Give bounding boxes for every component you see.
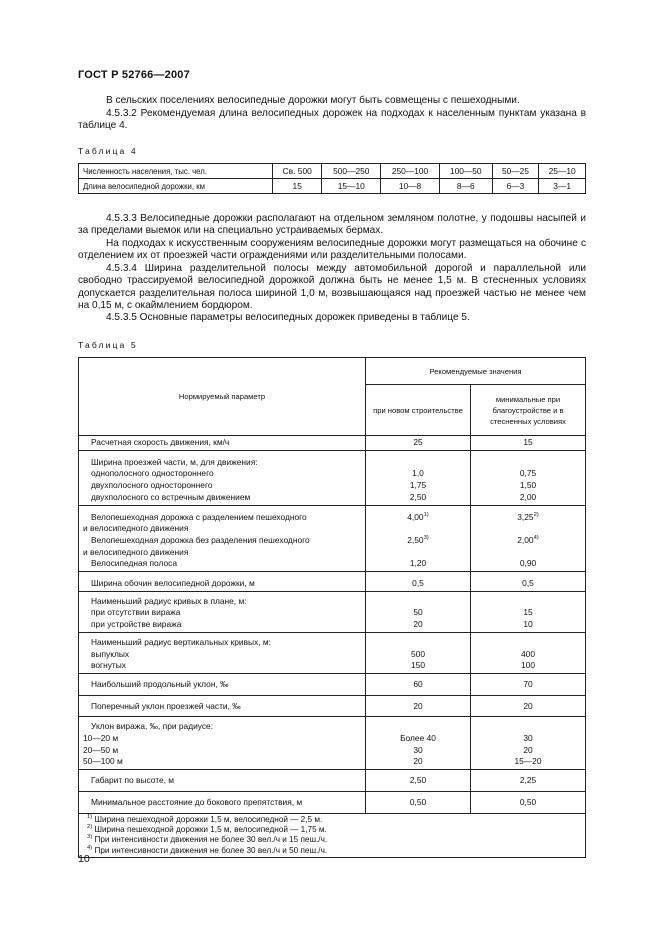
table-cell: 10—8 <box>381 179 440 194</box>
param-cell <box>79 591 366 632</box>
param-cell <box>79 717 366 770</box>
value: 2,50 <box>409 491 427 502</box>
value: 30 <box>413 744 423 755</box>
value-cell: 60 <box>366 673 471 695</box>
value: 20 <box>413 756 423 767</box>
value-cell: 0,50 <box>366 791 471 813</box>
row-item: 10—20 м <box>83 733 119 744</box>
value: 20 <box>523 744 533 755</box>
paragraph-approaches: На подходах к искусственным сооружениям велосипедные дорожки могут размещаться на обочине с отделением их от проезжей части ограждениями или разделительными полосами. <box>78 238 586 262</box>
value: 1,75 <box>409 480 427 491</box>
row-item: выпуклых <box>91 648 130 659</box>
page-number: 10 <box>78 853 90 865</box>
table-cell: 25—10 <box>539 164 586 179</box>
table-cell: 250—100 <box>381 164 440 179</box>
footnote: $^{4)}$ При интенсивности движения не более 30 вел./ч и 50 пеш./ч. <box>87 844 328 855</box>
value-cell: 25 <box>366 436 471 451</box>
param-cell <box>79 505 366 572</box>
value-cell: 0,5 <box>366 572 471 592</box>
param-cell: Расчетная скорость движения, км/ч <box>79 436 366 451</box>
table-row <box>79 770 586 792</box>
header-recommended: Рекомендуемые значения <box>366 358 586 385</box>
table-cell: 6—3 <box>492 179 539 194</box>
value: 15—20 <box>514 756 542 767</box>
table-cell: Длина велосипедной дорожки, км <box>79 179 273 194</box>
table-cell: 100—50 <box>439 164 492 179</box>
document-header: ГОСТ Р 52766—2007 <box>78 69 190 81</box>
row-item: Велосипедная полоса <box>91 558 178 569</box>
row-item: и велосипедного движения <box>83 523 189 534</box>
paragraph-4-5-3-4: 4.5.3.4 Ширина разделительной полосы между автомобильной дорогой и параллельной или свободно трассируемой велосипедной дорожкой должна быть не менее 1,5 м. В стесненных условиях допускается разделительная полоса шириной 1,0 м, возвышающаяся над проезжей частью не менее чем на 0,15 м, с окаймлением бордюром. <box>78 263 586 312</box>
value: 2,00 <box>519 491 537 502</box>
value-cell <box>366 632 471 673</box>
table-row <box>79 450 586 505</box>
table-5-caption: Таблица 5 <box>78 340 138 350</box>
table-row <box>79 791 586 813</box>
value: 100 <box>521 660 535 671</box>
value: 150 <box>411 660 425 671</box>
value: 30 <box>523 733 533 744</box>
header-min: минимальные при благоустройстве и в стесненных условиях <box>471 385 586 436</box>
value: 4,00$^{1)}$ <box>407 511 429 522</box>
value-cell: 15 <box>471 436 586 451</box>
table-5 <box>78 357 586 858</box>
param-cell: Минимальное расстояние до бокового препятствия, м <box>79 791 366 813</box>
row-item: вогнутых <box>91 660 126 671</box>
footnote-mark: 2) <box>533 511 539 518</box>
row-item: двухполосного со встречным движением <box>91 491 251 502</box>
value: 2,50$^{3)}$ <box>407 534 429 545</box>
table-4-caption: Таблица 4 <box>78 146 138 156</box>
table-header-row <box>79 358 586 385</box>
value-cell <box>366 450 471 505</box>
paragraph-rural: В сельских поселениях велосипедные дорожки могут быть совмещены с пешеходными. <box>106 95 520 106</box>
paragraph-4-5-3-2: 4.5.3.2 Рекомендуемая длина велосипедных дорожек на подходах к населенным пунктам указана в таблице 4. <box>78 108 586 132</box>
table-cell: 500—250 <box>322 164 381 179</box>
param-cell: Наибольший продольный уклон, ‰ <box>79 673 366 695</box>
footnote-mark: 3) <box>423 534 429 541</box>
table-cell: 3—1 <box>539 179 586 194</box>
footnote-mark: 1) <box>423 511 429 518</box>
param-cell: Поперечный уклон проезжей части, ‰ <box>79 695 366 717</box>
table-cell: Численность населения, тыс. чел. <box>79 164 273 179</box>
footnotes <box>79 813 586 858</box>
value: 10 <box>523 619 533 630</box>
value: 15 <box>523 607 533 618</box>
value: 20 <box>413 619 423 630</box>
value-cell: 0,50 <box>471 791 586 813</box>
header-new: при новом строительстве <box>366 385 471 436</box>
value: 1,0 <box>412 468 424 479</box>
param-cell: Ширина обочин велосипедной дорожки, м <box>79 572 366 592</box>
param-cell: Габарит по высоте, м <box>79 770 366 792</box>
table-row <box>79 179 586 194</box>
value: 0,75 <box>519 468 537 479</box>
row-title: Наименьший радиус кривых в плане, м: <box>91 595 247 606</box>
table-cell: 8—6 <box>439 179 492 194</box>
value: 2,00$^{4)}$ <box>517 534 539 545</box>
row-title: Уклон виража, ‰, при радиусе: <box>91 721 214 732</box>
table-row <box>79 572 586 592</box>
table-cell: 15 <box>273 179 322 194</box>
param-cell <box>79 632 366 673</box>
value-cell <box>366 505 471 572</box>
row-title: Ширина проезжей части, м, для движения: <box>91 456 258 467</box>
table-cell: Св. 500 <box>273 164 322 179</box>
value-cell <box>471 591 586 632</box>
table-row <box>79 591 586 632</box>
value: 1,20 <box>409 558 427 569</box>
value-cell <box>471 717 586 770</box>
header-param: Нормируемый параметр <box>79 358 366 436</box>
row-item: и велосипедного движения <box>83 546 189 557</box>
value-cell <box>471 450 586 505</box>
row-item: при устройстве виража <box>91 619 182 630</box>
table-4 <box>78 163 586 194</box>
value-cell <box>471 505 586 572</box>
footnote: $^{1)}$ Ширина пешеходной дорожки 1,5 м, велосипедной — 2,5 м. <box>87 813 323 824</box>
footnote-mark: 4) <box>533 534 539 541</box>
footnote: $^{2)}$ Ширина пешеходной дорожки 1,5 м, велосипедной — 1,75 м. <box>87 823 327 834</box>
table-row <box>79 695 586 717</box>
value: Более 40 <box>400 733 436 744</box>
value: 3,25$^{2)}$ <box>517 511 539 522</box>
row-item: Велопешеходная дорожка без разделения пешеходного <box>91 534 310 545</box>
value: 400 <box>521 648 535 659</box>
row-title: Наименьший радиус вертикальных кривых, м: <box>91 636 271 647</box>
table-row <box>79 717 586 770</box>
value-cell: 20 <box>366 695 471 717</box>
value-cell <box>366 591 471 632</box>
value: 500 <box>411 648 425 659</box>
value-cell: 70 <box>471 673 586 695</box>
row-item: 50—100 м <box>83 756 123 767</box>
table-row <box>79 673 586 695</box>
table-row <box>79 632 586 673</box>
table-row <box>79 436 586 451</box>
value: 0,90 <box>519 558 537 569</box>
value-cell: 2,25 <box>471 770 586 792</box>
row-item: 20—50 м <box>83 744 119 755</box>
row-item: Велопешеходная дорожка с разделением пешеходного <box>91 511 307 522</box>
row-item: двухполосного одностороннего <box>91 480 213 491</box>
table-cell: 50—25 <box>492 164 539 179</box>
row-item: при отсутствии виража <box>91 607 181 618</box>
value-cell <box>366 717 471 770</box>
value-cell: 20 <box>471 695 586 717</box>
value-cell <box>471 632 586 673</box>
footnotes-row <box>79 813 586 858</box>
footnote: $^{3)}$ При интенсивности движения не более 30 вел./ч и 15 пеш./ч. <box>87 834 328 845</box>
table-row <box>79 505 586 572</box>
table-row <box>79 164 586 179</box>
row-item: однополосного одностороннего <box>91 468 214 479</box>
value-cell: 2,50 <box>366 770 471 792</box>
table-cell: 15—10 <box>322 179 381 194</box>
paragraph-4-5-3-3: 4.5.3.3 Велосипедные дорожки располагают на отдельном земляном полотне, у подошвы насыпей и за пределами выемок или на специально устраиваемых бермах. <box>78 213 586 237</box>
value: 50 <box>413 607 423 618</box>
value-cell: 0,5 <box>471 572 586 592</box>
paragraph-4-5-3-5: 4.5.3.5 Основные параметры велосипедных дорожек приведены в таблице 5. <box>106 312 470 323</box>
param-cell <box>79 450 366 505</box>
value: 1,50 <box>519 480 537 491</box>
